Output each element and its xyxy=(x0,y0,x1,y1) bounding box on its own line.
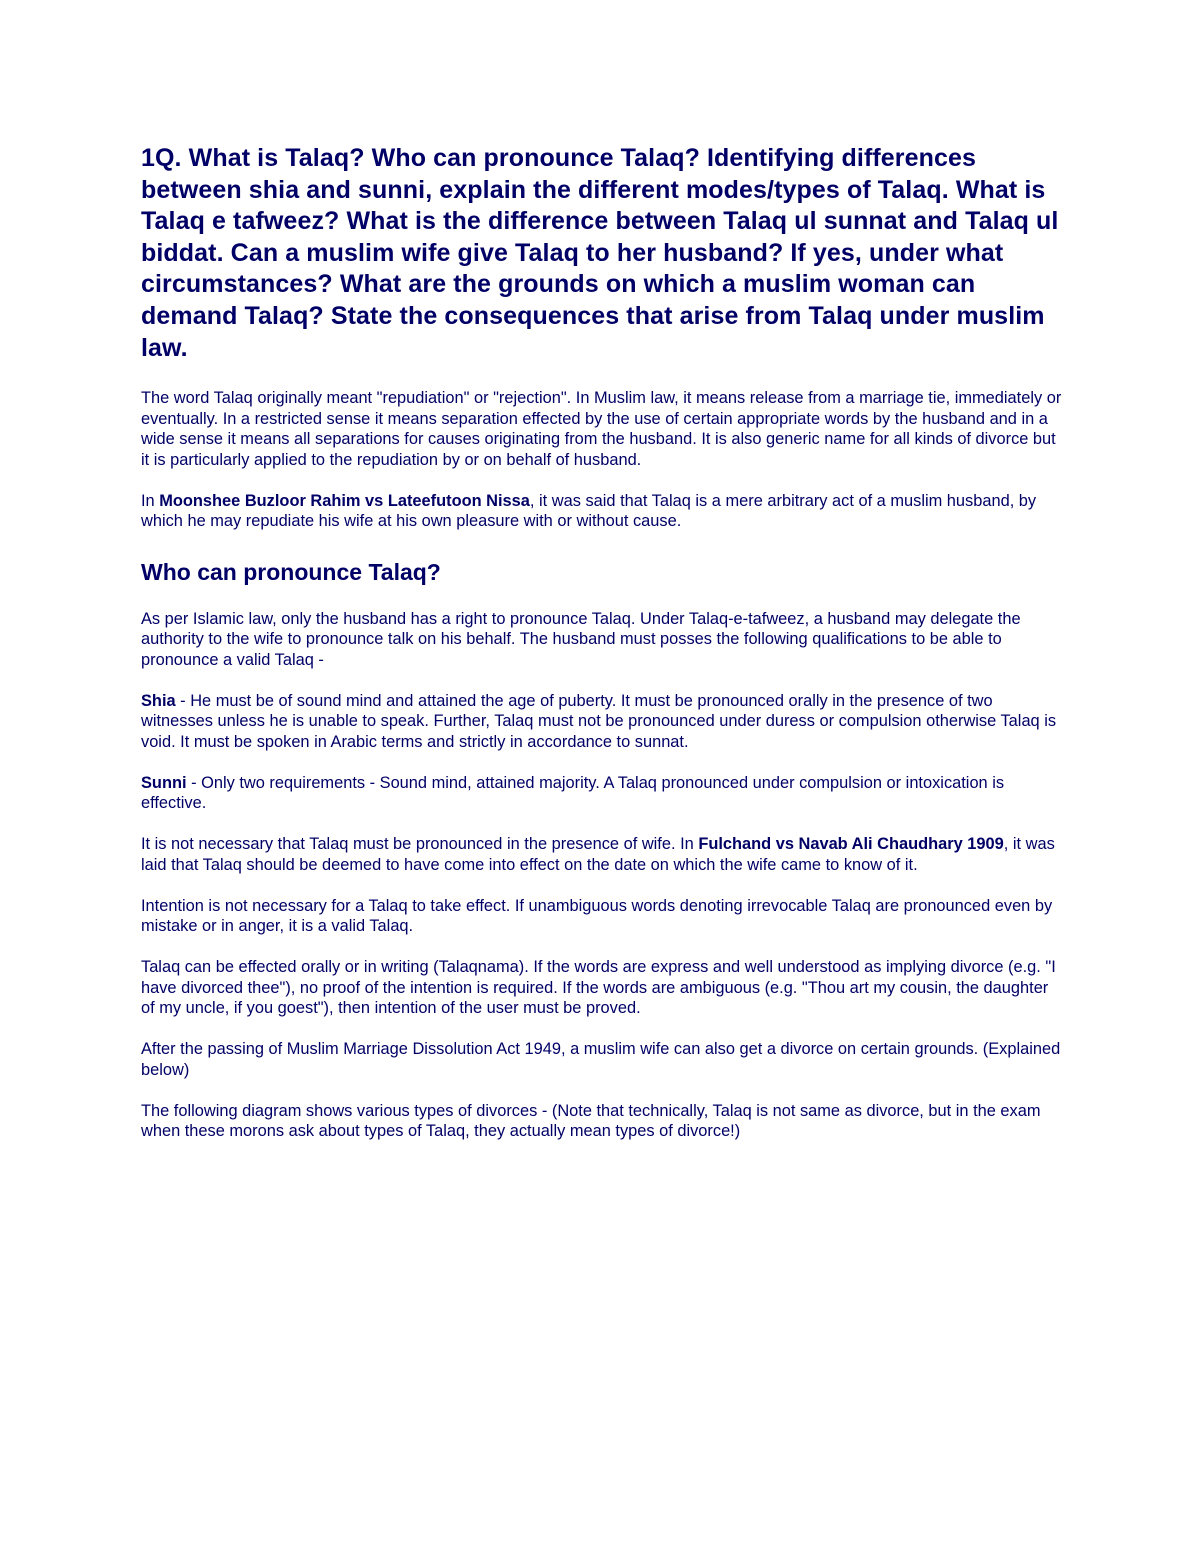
case-prefix: In xyxy=(141,491,160,510)
intro-paragraph: The word Talaq originally meant "repudiation" or "rejection". In Muslim law, it means release from a marriage tie, immediately or eventually. In a restricted sense it means separation effected by the use of certain appropriate words by the husband and in a wide sense it means all separations for causes originating from the husband. It is also generic name for all kinds of divorce but it is particularly applied to the repudiation by or on behalf of husband. xyxy=(141,389,1062,469)
case-name: Fulchand vs Navab Ali Chaudhary 1909 xyxy=(698,835,1004,854)
act-paragraph: After the passing of Muslim Marriage Dissolution Act 1949, a muslim wife can also get a divorce on certain grounds. (Explained below) xyxy=(141,1040,1061,1079)
oral-writing-paragraph: Talaq can be effected orally or in writing (Talaqnama). If the words are express and well understood as implying divorce (e.g. "I have divorced thee"), no proof of the intention is required. If the words are ambiguous (e.g. "Thou art my cousin, the daughter of my uncle, if you goest"), then intention of the user must be proved. xyxy=(141,958,1056,1018)
case-moonshee-paragraph xyxy=(141,491,1066,532)
sunni-label: Sunni xyxy=(141,773,187,792)
intention-paragraph: Intention is not necessary for a Talaq to take effect. If unambiguous words denoting irrevocable Talaq are pronounced even by mistake or in anger, it is a valid Talaq. xyxy=(141,896,1053,936)
shia-label: Shia xyxy=(141,691,176,710)
sunni-paragraph xyxy=(141,773,1066,814)
section-heading: Who can pronounce Talaq? xyxy=(141,558,441,585)
case-prefix: It is not necessary that Talaq must be pronounced in the presence of wife. In xyxy=(141,835,699,854)
shia-paragraph xyxy=(141,691,1066,753)
case-name: Moonshee Buzloor Rahim vs Lateefutoon Nissa xyxy=(159,491,530,510)
shia-text: - He must be of sound mind and attained the age of puberty. It must be pronounced orally in the presence of two witnesses unless he is unable to speak. Further, Talaq must not be pronounced under duress or compulsion otherwise Talaq is void. It must be spoken in Arabic terms and strictly in accordance to sunnat. xyxy=(141,691,1057,751)
question-title: 1Q. What is Talaq? Who can pronounce Talaq? Identifying differences between shia and sunni, explain the different modes/types of Talaq. What is Talaq e tafweez? What is the difference between Talaq ul sunnat and Talaq ul biddat. Can a muslim wife give Talaq to her husband? If yes, under what circumstances? What are the grounds on which a muslim woman can demand Talaq? State the consequences that arise from Talaq under muslim law. xyxy=(141,144,1059,362)
sunni-text: - Only two requirements - Sound mind, attained majority. A Talaq pronounced under compulsion or intoxication is effective. xyxy=(141,773,1005,813)
case-text: , it was said that Talaq is a mere arbitrary act of a muslim husband, by which he may repudiate his wife at his own pleasure with or without cause. xyxy=(141,491,1037,531)
document-page xyxy=(141,143,1066,1142)
diagram-note-paragraph: The following diagram shows various types of divorces - (Note that technically, Talaq is not same as divorce, but in the exam when these morons ask about types of Talaq, they actually mean types of divorce!) xyxy=(141,1101,1041,1141)
case-fulchand-paragraph xyxy=(141,834,1066,875)
who-can-paragraph: As per Islamic law, only the husband has a right to pronounce Talaq. Under Talaq-e-tafweez, a husband may delegate the authority to the wife to pronounce talk on his behalf. The husband must posses the following qualifications to be able to pronounce a valid Talaq - xyxy=(141,609,1021,669)
case-text: , it was laid that Talaq should be deemed to have come into effect on the date on which the wife came to know of it. xyxy=(141,835,1055,874)
